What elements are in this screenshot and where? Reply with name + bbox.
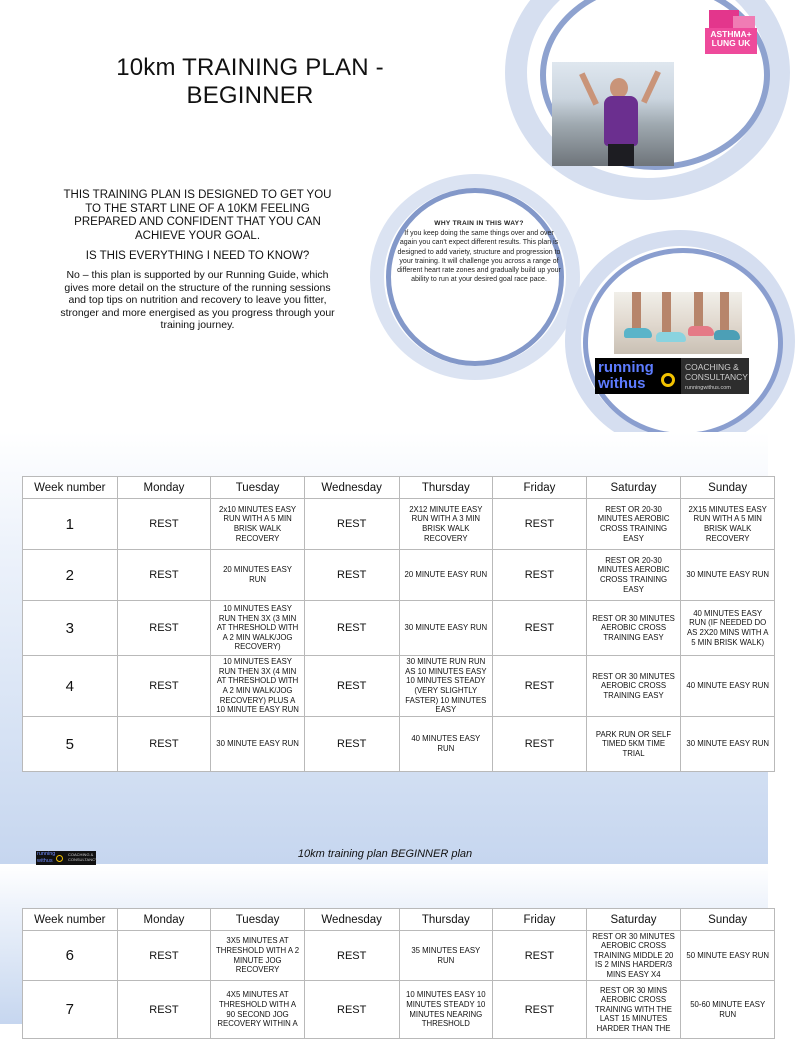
table-row	[23, 656, 775, 717]
cell-wednesday: REST	[304, 931, 399, 981]
asthma-logo-line-1: ASTHMA+	[710, 29, 752, 39]
title-line-2: BEGINNER	[186, 82, 314, 109]
intro-page	[0, 0, 768, 432]
cell-wednesday: REST	[304, 981, 399, 1039]
rwu-logo-url: runningwithus.com	[685, 385, 731, 391]
asthma-logo-line-2: LUNG UK	[711, 38, 751, 48]
running-with-us-logo	[595, 358, 749, 394]
cell-thursday: 30 MINUTE EASY RUN	[399, 601, 493, 656]
cell-sunday: 30 MINUTE EASY RUN	[681, 550, 775, 601]
table-row	[23, 931, 775, 981]
footer-caption: 10km training plan BEGINNER plan	[297, 848, 473, 860]
rwu-logo-wordmark	[595, 358, 681, 394]
table-row	[23, 499, 775, 550]
header-wednesday: Wednesday	[304, 909, 399, 931]
cell-saturday: REST OR 30 MINUTES AEROBIC CROSS TRAINING EASY	[586, 601, 681, 656]
header-tuesday: Tuesday	[211, 477, 305, 499]
plan-page-weeks-1-5	[0, 432, 768, 864]
rwu-logo-top: running	[598, 359, 654, 376]
cell-wednesday: REST	[304, 717, 399, 772]
running-shoes-photo	[614, 292, 742, 354]
table-row	[23, 717, 775, 772]
header-tuesday: Tuesday	[211, 909, 305, 931]
cell-monday: REST	[117, 981, 211, 1039]
cell-sunday: 50 MINUTE EASY RUN	[681, 931, 775, 981]
table-row	[23, 601, 775, 656]
cell-tuesday: 10 MINUTES EASY RUN THEN 3X (4 MIN AT THRESHOLD WITH A 2 MIN WALK/JOG RECOVERY) PLUS A 10 MINUTE EASY RUN	[211, 656, 305, 717]
intro-paragraph: THIS TRAINING PLAN IS DESIGNED TO GET YOU TO THE START LINE OF A 10KM FEELING PREPARED AND CONFIDENT THAT YOU CAN ACHIEVE YOUR GOAL.	[63, 189, 332, 242]
cell-sunday: 40 MINUTE EASY RUN	[681, 656, 775, 717]
week-number: 7	[23, 981, 118, 1039]
cell-sunday: 50-60 MINUTE EASY RUN	[681, 981, 775, 1039]
cell-saturday: REST OR 20-30 MINUTES AEROBIC CROSS TRAINING EASY	[586, 499, 681, 550]
runner-arm-left	[579, 72, 599, 105]
cell-saturday: REST OR 30 MINUTES AEROBIC CROSS TRAINING MIDDLE 20 IS 2 MINS HARDER/3 MINS EASY X4	[586, 931, 681, 981]
cell-friday: REST	[493, 981, 587, 1039]
header-sunday: Sunday	[681, 909, 775, 931]
cell-wednesday: REST	[304, 656, 399, 717]
cell-monday: REST	[117, 550, 211, 601]
runner-arm-right	[641, 70, 661, 103]
table-header-row	[23, 477, 775, 499]
why-train-text: If you keep doing the same things over and over again you can't expect different results. This plan is designed to add variety, structure and progression to your training. It will challenge you across a range of different heart rate zones and gradually build up your ability to run at your desired goal race pace.	[397, 230, 561, 284]
table-row	[23, 550, 775, 601]
runner-legs	[608, 144, 634, 166]
cell-thursday: 2X12 MINUTE EASY RUN WITH A 3 MIN BRISK WALK RECOVERY	[399, 499, 493, 550]
cell-saturday: REST OR 30 MINUTES AEROBIC CROSS TRAINING EASY	[586, 656, 681, 717]
cell-sunday: 2X15 MINUTES EASY RUN WITH A 5 MIN BRISK WALK RECOVERY	[681, 499, 775, 550]
cell-friday: REST	[493, 601, 587, 656]
header-thursday: Thursday	[399, 477, 493, 499]
shoe-1	[624, 328, 652, 338]
cell-thursday: 10 MINUTES EASY 10 MINUTES STEADY 10 MINUTES NEARING THRESHOLD	[399, 981, 493, 1039]
week-number: 1	[23, 499, 118, 550]
header-saturday: Saturday	[586, 909, 681, 931]
header-week: Week number	[23, 477, 118, 499]
cell-tuesday: 3X5 MINUTES AT THRESHOLD WITH A 2 MINUTE JOG RECOVERY	[211, 931, 305, 981]
cell-wednesday: REST	[304, 499, 399, 550]
header-monday: Monday	[117, 477, 211, 499]
why-train-box	[396, 219, 562, 284]
cell-wednesday: REST	[304, 550, 399, 601]
week-number: 2	[23, 550, 118, 601]
leg-1	[632, 292, 641, 328]
runner-head	[610, 78, 628, 98]
leg-2	[662, 292, 671, 332]
training-table-weeks-1-5	[22, 476, 775, 772]
mini-logo-tagline: COACHING & CONSULTANCY	[68, 852, 98, 862]
cell-saturday: PARK RUN OR SELF TIMED 5KM TIME TRIAL	[586, 717, 681, 772]
cell-friday: REST	[493, 550, 587, 601]
page-title	[60, 54, 440, 110]
training-table-weeks-6-7	[22, 908, 775, 1039]
header-friday: Friday	[493, 477, 587, 499]
week-number: 4	[23, 656, 118, 717]
header-thursday: Thursday	[399, 909, 493, 931]
cell-tuesday: 4X5 MINUTES AT THRESHOLD WITH A 90 SECOND JOG RECOVERY WITHIN A	[211, 981, 305, 1039]
week-number: 3	[23, 601, 118, 656]
shoe-2	[656, 332, 686, 342]
cell-tuesday: 2x10 MINUTES EASY RUN WITH A 5 MIN BRISK WALK RECOVERY	[211, 499, 305, 550]
header-sunday: Sunday	[681, 477, 775, 499]
cell-monday: REST	[117, 931, 211, 981]
cell-friday: REST	[493, 931, 587, 981]
cell-monday: REST	[117, 656, 211, 717]
asthma-lung-uk-logo	[705, 10, 757, 56]
cell-tuesday: 10 MINUTES EASY RUN THEN 3X (3 MIN AT THRESHOLD WITH A 2 MIN WALK/JOG RECOVERY)	[211, 601, 305, 656]
table-header-row	[23, 909, 775, 931]
week-number: 5	[23, 717, 118, 772]
cell-wednesday: REST	[304, 601, 399, 656]
cell-monday: REST	[117, 717, 211, 772]
header-wednesday: Wednesday	[304, 477, 399, 499]
header-saturday: Saturday	[586, 477, 681, 499]
mini-logo-wordmark: running withus	[37, 851, 56, 864]
week-number: 6	[23, 931, 118, 981]
cell-saturday: REST OR 30 MINS AEROBIC CROSS TRAINING WITH THE LAST 15 MINUTES HARDER THAN THE	[586, 981, 681, 1039]
cell-tuesday: 20 MINUTES EASY RUN	[211, 550, 305, 601]
asthma-logo-text	[705, 30, 757, 48]
header-friday: Friday	[493, 909, 587, 931]
header-monday: Monday	[117, 909, 211, 931]
cell-monday: REST	[117, 499, 211, 550]
shoe-3	[688, 326, 714, 336]
rwu-logo-tagline: COACHING & CONSULTANCY	[685, 362, 748, 382]
table-row	[23, 981, 775, 1039]
mini-logo-ring-icon	[56, 855, 63, 862]
question-heading: IS THIS EVERYTHING I NEED TO KNOW?	[85, 250, 310, 262]
plan-page-weeks-6-7	[0, 866, 769, 1033]
cell-friday: REST	[493, 656, 587, 717]
footer-running-with-us-logo	[36, 851, 96, 865]
cell-friday: REST	[493, 499, 587, 550]
title-line-1: 10km TRAINING PLAN -	[116, 54, 384, 81]
header-week: Week number	[23, 909, 118, 931]
leg-3	[694, 292, 703, 326]
cell-tuesday: 30 MINUTE EASY RUN	[211, 717, 305, 772]
cell-sunday: 40 MINUTES EASY RUN (IF NEEDED DO AS 2X20 MINS WITH A 5 MIN BRISK WALK)	[681, 601, 775, 656]
cell-thursday: 20 MINUTE EASY RUN	[399, 550, 493, 601]
cell-saturday: REST OR 20-30 MINUTES AEROBIC CROSS TRAINING EASY	[586, 550, 681, 601]
cell-friday: REST	[493, 717, 587, 772]
rwu-ring-icon	[661, 373, 675, 387]
leg-4	[720, 292, 729, 330]
runner-body	[604, 96, 638, 146]
cell-thursday: 30 MINUTE RUN RUN AS 10 MINUTES EASY 10 MINUTES STEADY (VERY SLIGHTLY FASTER) 10 MINUTES EASY	[399, 656, 493, 717]
cell-thursday: 35 MINUTES EASY RUN	[399, 931, 493, 981]
rwu-logo-bottom: withus	[598, 375, 646, 392]
shoe-4	[714, 330, 740, 340]
cell-thursday: 40 MINUTES EASY RUN	[399, 717, 493, 772]
runner-photo	[552, 62, 674, 166]
cell-sunday: 30 MINUTE EASY RUN	[681, 717, 775, 772]
why-train-title: WHY TRAIN IN THIS WAY?	[434, 220, 524, 227]
cell-monday: REST	[117, 601, 211, 656]
answer-paragraph: No – this plan is supported by our Running Guide, which gives more detail on the structure of the running sessions and top tips on nutrition and recovery to leave you fitter, stronger and more energised as you progress through your training journey.	[60, 269, 335, 331]
